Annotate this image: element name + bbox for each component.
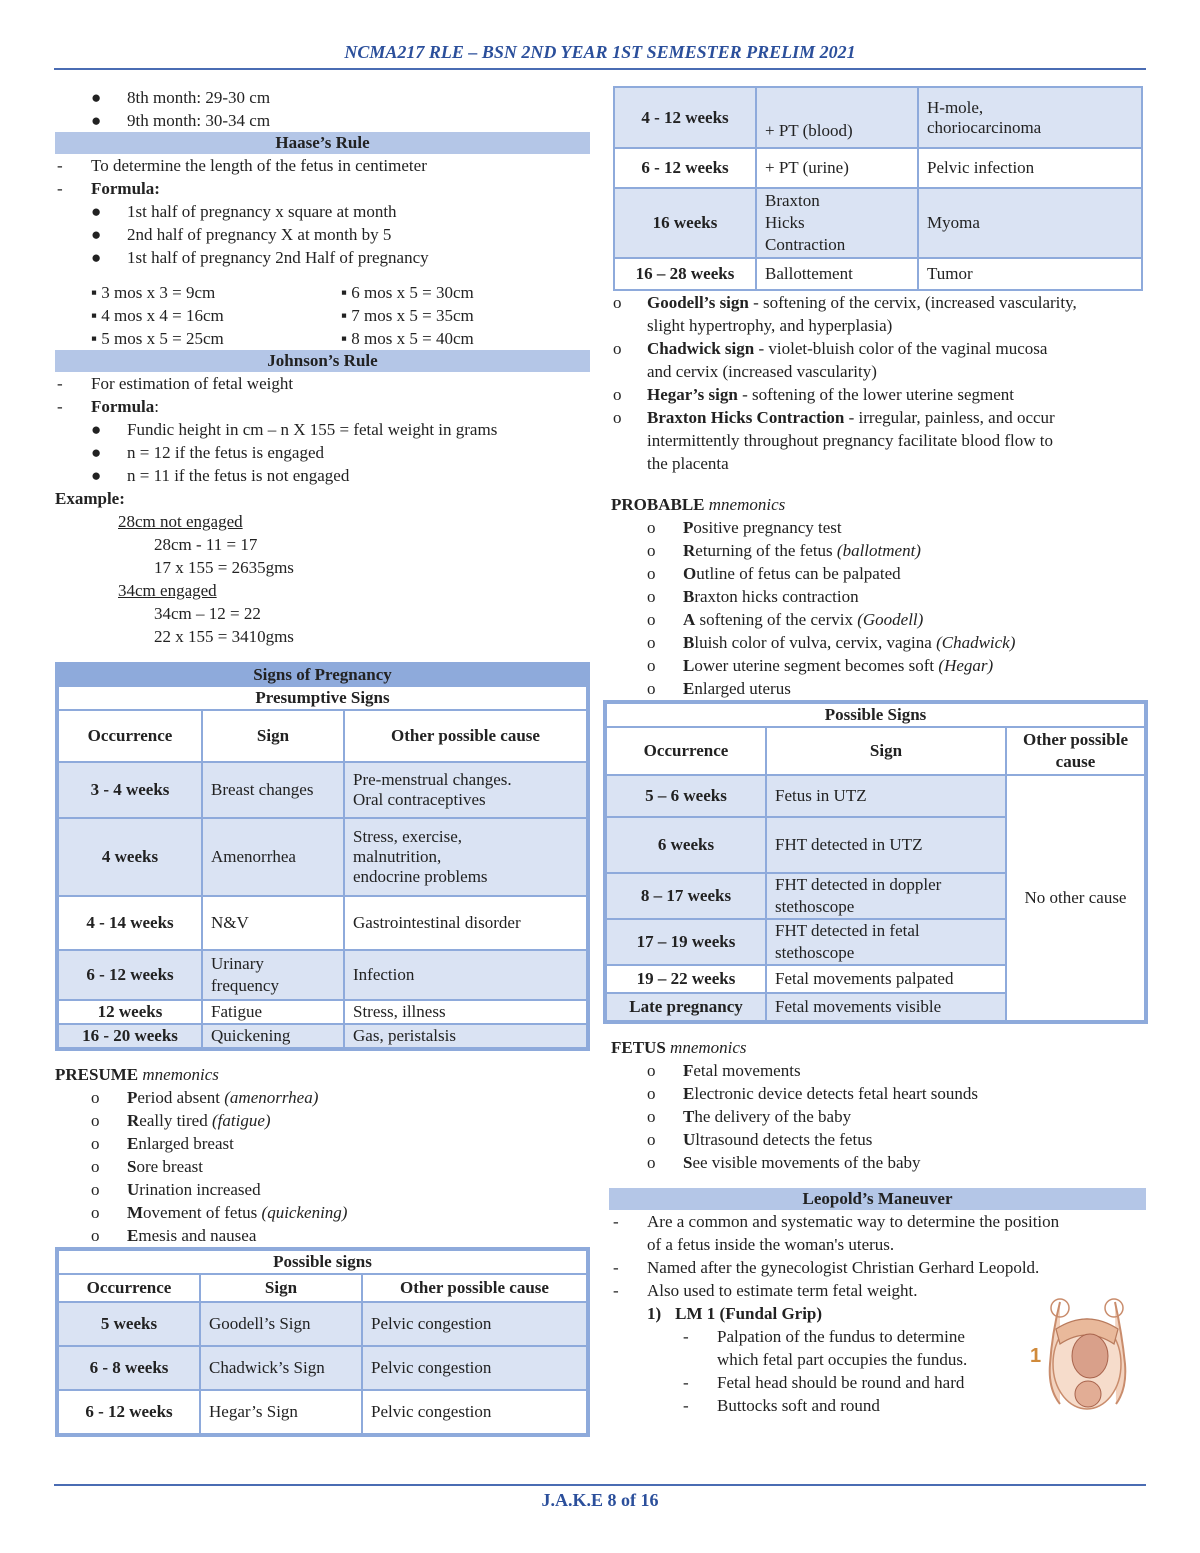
table-row: 16 – 28 weeks Ballottement Tumor xyxy=(614,258,1142,290)
probable-item: o A softening of the cervix (Goodell) xyxy=(647,610,924,629)
fetus-item: o See visible movements of the baby xyxy=(647,1153,921,1172)
col-header: Other possible cause xyxy=(1006,727,1145,775)
johnson-bullet: ● n = 12 if the fetus is engaged xyxy=(91,443,325,462)
presume-item: o Urination increased xyxy=(91,1180,261,1199)
presume-item: o Enlarged breast xyxy=(91,1134,234,1153)
example-1-step: 17 x 155 = 2635gms xyxy=(154,558,294,577)
month-item: ● 8th month: 29-30 cm xyxy=(91,88,271,107)
example-label: Example: xyxy=(55,489,125,508)
lm1-item: which fetal part occupies the fundus. xyxy=(717,1350,968,1369)
haase-formula: - Formula: xyxy=(57,179,160,198)
johnson-desc: - For estimation of fetal weight xyxy=(57,374,294,393)
sign-item: o Hegar’s sign - softening of the lower uterine segment xyxy=(613,385,1014,404)
page-header: NCMA217 RLE – BSN 2ND YEAR 1ST SEMESTER PRELIM 2021 xyxy=(344,42,856,62)
probable-item: o Braxton hicks contraction xyxy=(647,587,859,606)
signs-title: Signs of Pregnancy xyxy=(57,664,588,685)
sign-item-cont: slight hypertrophy, and hyperplasia) xyxy=(647,316,893,335)
fetus-list xyxy=(603,1059,1148,1174)
calc-item: ▪ 3 mos x 3 = 9cm xyxy=(91,283,216,302)
fetus-item: o The delivery of the baby xyxy=(647,1107,852,1126)
table-row: 8 – 17 weeks FHT detected in doppler stethoscope xyxy=(606,873,1145,919)
leopold-desc: of a fetus inside the woman's uterus. xyxy=(647,1235,895,1254)
lm1-item: - Fetal head should be round and hard xyxy=(683,1373,965,1392)
page-footer: J.A.K.E 8 of 16 xyxy=(541,1490,659,1510)
presumptive-table xyxy=(57,685,588,1049)
calc-item: ▪ 8 mos x 5 = 40cm xyxy=(341,329,474,348)
table-row: Late pregnancy Fetal movements visible xyxy=(606,993,1145,1021)
table-row: 6 - 8 weeks Chadwick’s Sign Pelvic congestion xyxy=(58,1346,587,1390)
leopold-title: Leopold’s Maneuver xyxy=(609,1188,1146,1210)
table-row: 19 – 22 weeks Fetal movements palpated xyxy=(606,965,1145,993)
bullet-o: o xyxy=(91,1134,100,1153)
probable-item: o Bluish color of vulva, cervix, vagina (Chadwick) xyxy=(647,633,1016,652)
table-row: 4 weeks Amenorrhea Stress, exercise, malnutrition, endocrine problems xyxy=(58,818,587,896)
right-column xyxy=(603,86,1148,1417)
sign-item-cont: and cervix (increased vascularity) xyxy=(647,362,877,381)
col-header: Sign xyxy=(200,1274,362,1302)
leopold-desc: - Are a common and systematic way to determine the position xyxy=(613,1212,1060,1231)
haase-calculations xyxy=(55,281,590,350)
probable-item: o Enlarged uterus xyxy=(647,679,791,698)
haase-bullet: ● 1st half of pregnancy x square at month xyxy=(91,202,397,221)
presume-item: o Movement of fetus (quickening) xyxy=(91,1203,348,1222)
probable-item: o Outline of fetus can be palpated xyxy=(647,564,901,583)
bullet-o: o xyxy=(91,1203,100,1222)
table-row: 12 weeks Fatigue Stress, illness xyxy=(58,1000,587,1024)
johnson-title: Johnson’s Rule xyxy=(55,350,590,372)
col-header: Other possible cause xyxy=(362,1274,587,1302)
bullet-o: o xyxy=(91,1157,100,1176)
figure-number: 1 xyxy=(1030,1345,1042,1367)
signs-list xyxy=(603,291,1148,475)
col-header: Occurrence xyxy=(58,1274,200,1302)
presume-item: o Really tired (fatigue) xyxy=(91,1111,271,1130)
bullet-o: o xyxy=(91,1180,100,1199)
lm1-item: - Palpation of the fundus to determine xyxy=(683,1327,965,1346)
presume-heading: PRESUME mnemonics xyxy=(55,1065,219,1084)
sign-item-cont: intermittently throughout pregnancy facilitate blood flow to xyxy=(647,431,1054,450)
possible-signs-small-box xyxy=(55,1247,590,1437)
left-column xyxy=(55,86,590,1437)
table-row: 16 weeks Braxton Hicks Contraction Myoma xyxy=(614,188,1142,258)
presume-item: o Sore breast xyxy=(91,1157,204,1176)
possible-signs-table xyxy=(605,702,1146,1022)
example-1: 28cm not engaged xyxy=(118,512,243,531)
possible-small-title: Possible signs xyxy=(58,1250,587,1274)
table-row: 6 - 12 weeks Hegar’s Sign Pelvic congestion xyxy=(58,1390,587,1434)
fetus-item: o Electronic device detects fetal heart sounds xyxy=(647,1084,979,1103)
bullet-o: o xyxy=(91,1088,100,1107)
probable-list xyxy=(603,516,1148,700)
top-signs-table xyxy=(613,86,1143,291)
header-rule xyxy=(54,68,1146,70)
leopold-desc: - Also used to estimate term fetal weight. xyxy=(613,1281,918,1300)
leopold-desc: - Named after the gynecologist Christian Gerhard Leopold. xyxy=(613,1258,1040,1277)
calc-item: ▪ 5 mos x 5 = 25cm xyxy=(91,329,224,348)
col-header: Occurrence xyxy=(606,727,766,775)
fetus-heading: FETUS mnemonics xyxy=(611,1038,747,1057)
possible-signs-small-table xyxy=(57,1249,588,1435)
table-row: 4 - 12 weeks + PT (blood) H-mole, choriocarcinoma xyxy=(614,87,1142,148)
table-row: 6 weeks FHT detected in UTZ xyxy=(606,817,1145,873)
bullet-o: o xyxy=(91,1111,100,1130)
haase-bullet: ● 2nd half of pregnancy X at month by 5 xyxy=(91,225,392,244)
possible-signs-title: Possible Signs xyxy=(606,703,1145,727)
calc-item: ▪ 6 mos x 5 = 30cm xyxy=(341,283,474,302)
lm1-heading: 1) LM 1 (Fundal Grip) xyxy=(647,1304,823,1323)
lm1-item: - Buttocks soft and round xyxy=(683,1396,880,1415)
haase-bullet: ● 1st half of pregnancy 2nd Half of pregnancy xyxy=(91,248,429,267)
table-row: 5 – 6 weeks Fetus in UTZ No other cause xyxy=(606,775,1145,817)
month-item: ● 9th month: 30-34 cm xyxy=(91,111,271,130)
table-row: 3 - 4 weeks Breast changes Pre-menstrual changes. Oral contraceptives xyxy=(58,762,587,818)
col-header: Sign xyxy=(202,710,344,762)
table-row: 6 - 12 weeks Urinary frequency Infection xyxy=(58,950,587,1000)
haase-title: Haase’s Rule xyxy=(55,132,590,154)
probable-item: o Returning of the fetus (ballotment) xyxy=(647,541,921,560)
sign-item: o Chadwick sign - violet-bluish color of the vaginal mucosa xyxy=(613,339,1048,358)
fetus-item: o Fetal movements xyxy=(647,1061,801,1080)
sign-item: o Braxton Hicks Contraction - irregular, painless, and occur xyxy=(613,408,1055,427)
johnson-bullet: ● n = 11 if the fetus is not engaged xyxy=(91,466,350,485)
johnson-formula: - Formula: xyxy=(57,397,160,416)
sign-item-cont: the placenta xyxy=(647,454,729,473)
presume-item: o Period absent (amenorrhea) xyxy=(91,1088,319,1107)
presume-item: o Emesis and nausea xyxy=(91,1226,257,1245)
presume-list xyxy=(55,1086,590,1247)
footer-rule xyxy=(54,1484,1146,1486)
calc-item: ▪ 7 mos x 5 = 35cm xyxy=(341,306,474,325)
table-row: 6 - 12 weeks + PT (urine) Pelvic infection xyxy=(614,148,1142,188)
calc-item: ▪ 4 mos x 4 = 16cm xyxy=(91,306,224,325)
johnson-bullet: ● Fundic height in cm – n X 155 = fetal weight in grams xyxy=(91,420,498,439)
example-1-step: 28cm - 11 = 17 xyxy=(154,535,258,554)
probable-heading: PROBABLE mnemonics xyxy=(611,495,786,514)
possible-signs-box xyxy=(603,700,1148,1024)
fetus-item: o Ultrasound detects the fetus xyxy=(647,1130,873,1149)
table-row: 17 – 19 weeks FHT detected in fetal stethoscope xyxy=(606,919,1145,965)
probable-item: o Lower uterine segment becomes soft (Hegar) xyxy=(647,656,994,675)
example-2-step: 34cm – 12 = 22 xyxy=(154,604,261,623)
table-row: 16 - 20 weeks Quickening Gas, peristalsis xyxy=(58,1024,587,1048)
col-header: Sign xyxy=(766,727,1006,775)
haase-desc: - To determine the length of the fetus in centimeter xyxy=(57,156,427,175)
no-other-cause: No other cause xyxy=(1006,775,1145,1021)
col-header: Other possible cause xyxy=(344,710,587,762)
signs-of-pregnancy-box xyxy=(55,662,590,1051)
example-2-step: 22 x 155 = 3410gms xyxy=(154,627,294,646)
example-2: 34cm engaged xyxy=(118,581,217,600)
sign-item: o Goodell’s sign - softening of the cervix, (increased vascularity, xyxy=(613,293,1077,312)
fundal-grip-illustration xyxy=(1030,1294,1145,1419)
bullet-o: o xyxy=(91,1226,100,1245)
table-row: 4 - 14 weeks N&V Gastrointestinal disorder xyxy=(58,896,587,950)
table-row: 5 weeks Goodell’s Sign Pelvic congestion xyxy=(58,1302,587,1346)
probable-item: o Positive pregnancy test xyxy=(647,518,842,537)
presumptive-title: Presumptive Signs xyxy=(58,686,587,710)
col-header: Occurrence xyxy=(58,710,202,762)
